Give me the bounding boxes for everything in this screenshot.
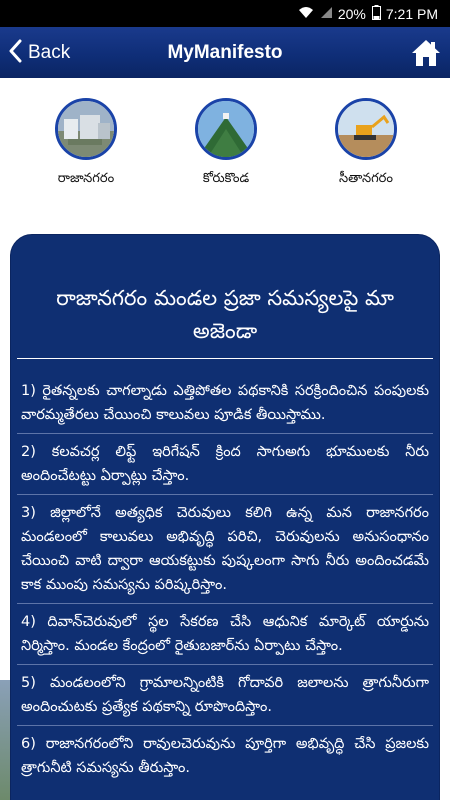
category-seethanagaram[interactable] <box>306 98 426 189</box>
city-buildings-image <box>55 98 117 160</box>
agenda-card <box>10 234 440 800</box>
wifi-icon <box>298 6 314 22</box>
background-image-edge <box>0 680 10 800</box>
back-label: Back <box>28 41 71 63</box>
signal-icon <box>320 6 333 22</box>
chevron-left-icon <box>8 39 22 67</box>
hill-temple-image <box>195 98 257 160</box>
status-time: 7:21 PM <box>385 5 438 22</box>
category-label: రాజానగరం <box>57 171 115 186</box>
agenda-point: 6) రాజానగరంలోని రావులచెరువును పూర్తిగా అభివృద్ధి చేసి ప్రజలకు త్రాగునీటి సమస్యను తీరుస్తాం. <box>21 736 429 776</box>
excavator-image <box>335 98 397 160</box>
agenda-point: 3) జిల్లాలోనే అత్యధిక చెరువులు కలిగి ఉన్న మన రాజానగరం మండలంలో కాలువలు అభివృద్ధి పరిచి, చెరువులను అనుసంధానం చేయించి వాటి ద్వారా ఆయకట్టుకు పుష్కలంగా సాగు నీరు అందించడమే కాక ముంపు సమస్యను పరిష్కరిస్తాం. <box>21 505 429 593</box>
agenda-point: 1) రైతన్నలకు చాగల్నాడు ఎత్తిపోతల పథకానికి సరక్రిందించిన పంపులకు వారమ్మతేరలు చేయించి కాలువలు పూడిక తీయిస్తాము. <box>21 383 429 423</box>
battery-percent: 20% <box>337 5 366 22</box>
category-row <box>0 98 450 198</box>
app-bar <box>0 27 450 78</box>
home-icon <box>410 37 442 69</box>
agenda-point: 2) కలవచర్ల లిఫ్ట్ ఇరిగేషన్ క్రింద సాగుఅగు భూములకు నీరు అందించేటట్టు ఏర్పాట్లు చేస్తాం. <box>21 444 429 484</box>
home-button[interactable] <box>410 37 442 69</box>
category-rajanagaram[interactable] <box>26 98 146 189</box>
agenda-title: రాజానగరం మండల ప్రజా సమస్యలపై మా అజెండా <box>56 286 394 343</box>
category-label: కోరుకొండ <box>202 171 250 186</box>
category-korukonda[interactable] <box>166 98 286 189</box>
status-bar <box>0 0 450 27</box>
agenda-point: 5) మండలంలోని గ్రామాలన్నింటికి గోదావరి జలాలను త్రాగునీరుగా అందించుటకు ప్రత్యేక పథకాన్ని రూపొందిస్తాం. <box>21 675 429 715</box>
battery-icon <box>372 5 381 23</box>
category-label: సీతానగరం <box>339 171 393 186</box>
app-title: MyManifesto <box>167 41 283 63</box>
agenda-point: 4) దివాన్‌చెరువులో స్థల సేకరణ చేసి ఆధునిక మార్కెట్ యార్డును నిర్మిస్తాం. మండల కేంద్రంలో రైతుబజార్‌ను ఏర్పాటు చేస్తాం. <box>21 614 429 654</box>
back-button[interactable] <box>8 27 70 78</box>
